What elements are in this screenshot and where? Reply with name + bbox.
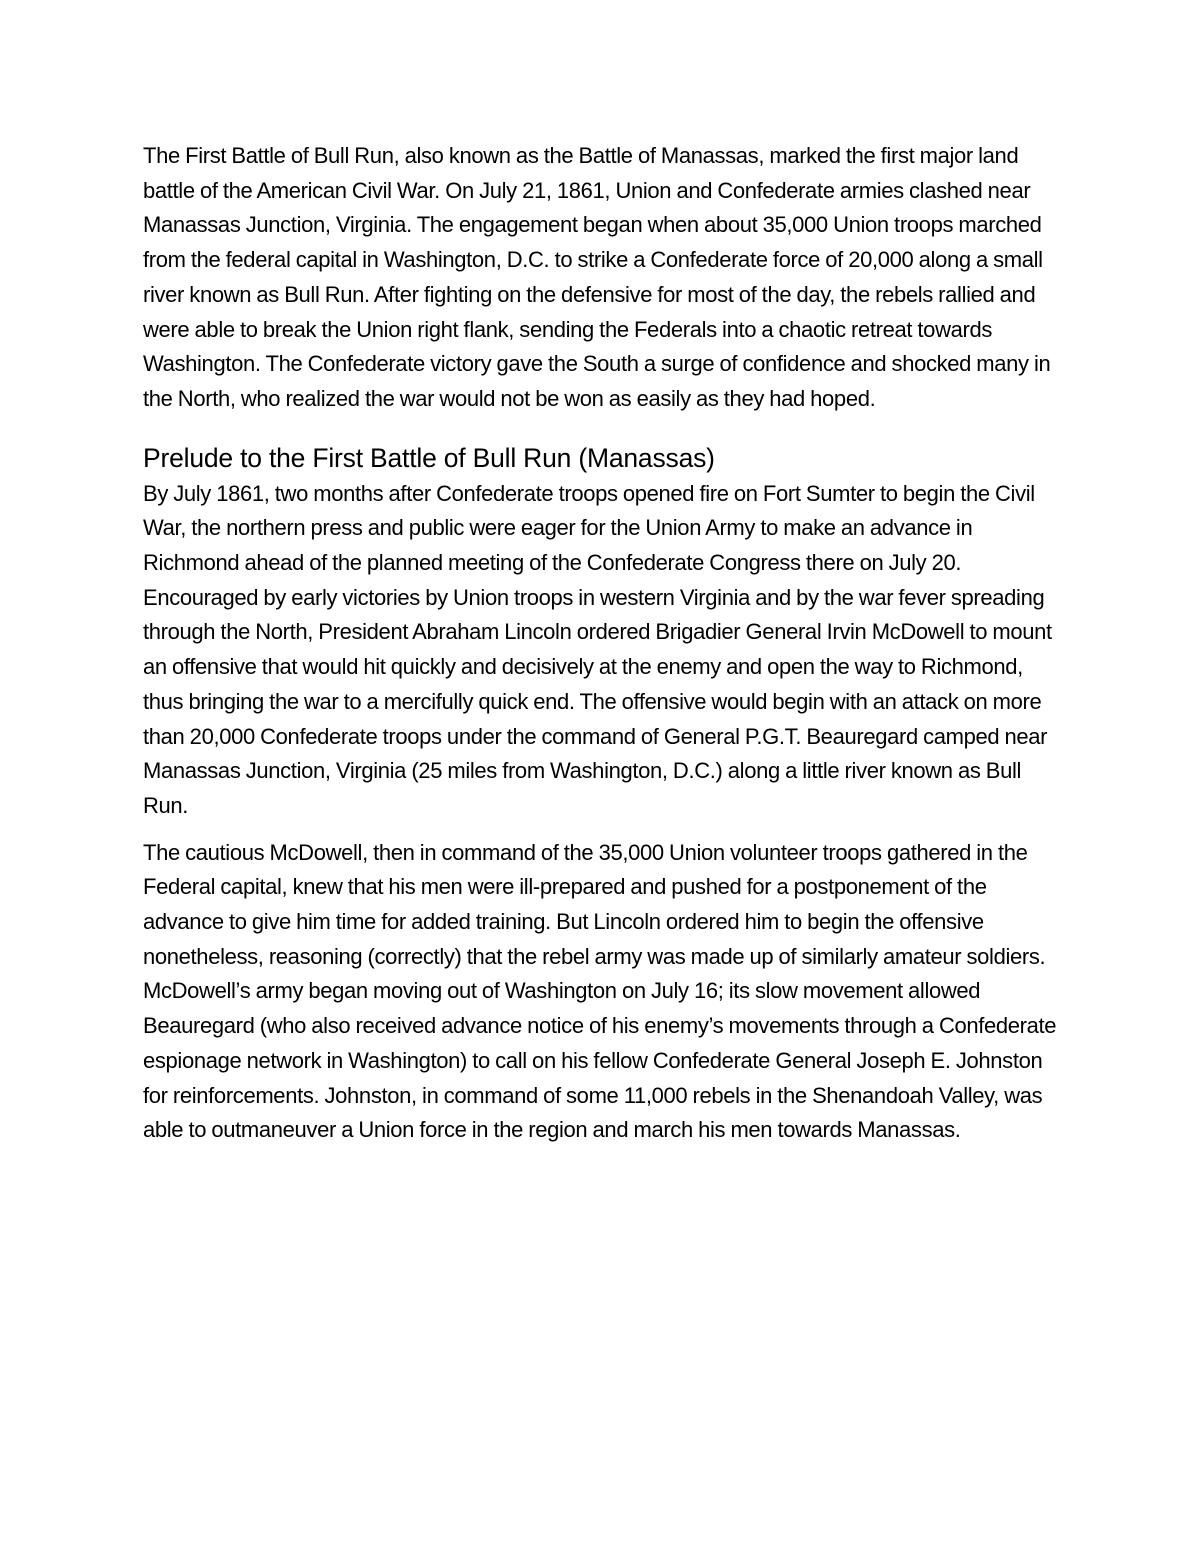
- section-heading: Prelude to the First Battle of Bull Run (Manassas): [143, 442, 715, 473]
- document-body: [143, 139, 1063, 1148]
- body-paragraph-2: The cautious McDowell, then in command of the 35,000 Union volunteer troops gathered in the Federal capital, knew that his men were ill-prepared and pushed for a postponement of the advance to give him time for added training. But Lincoln ordered him to begin the offensive nonetheless, reasoning (correctly) that the rebel army was made up of similarly amateur soldiers. McDowell’s army began moving out of Washington on July 16; its slow movement allowed Beauregard (who also received advance notice of his enemy’s movements through a Confederate espionage network in Washington) to call on his fellow Confederate General Joseph E. Johnston for reinforcements. Johnston, in command of some 11,000 rebels in the Shenandoah Valley, was able to outmaneuver a Union force in the region and march his men towards Manassas.: [143, 839, 1057, 1143]
- body-paragraph-1: By July 1861, two months after Confederate troops opened fire on Fort Sumter to begin the Civil War, the northern press and public were eager for the Union Army to make an advance in Richmond ahead of the planned meeting of the Confederate Congress there on July 20. Encouraged by early victories by Union troops in western Virginia and by the war fever spreading through the North, President Abraham Lincoln ordered Brigadier General Irvin McDowell to mount an offensive that would hit quickly and decisively at the enemy and open the way to Richmond, thus bringing the war to a mercifully quick end. The offensive would begin with an attack on more than 20,000 Confederate troops under the command of General P.G.T. Beauregard camped near Manassas Junction, Virginia (25 miles from Washington, D.C.) along a little river known as Bull Run.: [143, 480, 1052, 818]
- intro-paragraph: The First Battle of Bull Run, also known as the Battle of Manassas, marked the first major land battle of the American Civil War. On July 21, 1861, Union and Confederate armies clashed near Manassas Junction, Virginia. The engagement began when about 35,000 Union troops marched from the federal capital in Washington, D.C. to strike a Confederate force of 20,000 along a small river known as Bull Run. After fighting on the defensive for most of the day, the rebels rallied and were able to break the Union right flank, sending the Federals into a chaotic retreat towards Washington. The Confederate victory gave the South a surge of confidence and shocked many in the North, who realized the war would not be won as easily as they had hoped.: [143, 143, 1051, 411]
